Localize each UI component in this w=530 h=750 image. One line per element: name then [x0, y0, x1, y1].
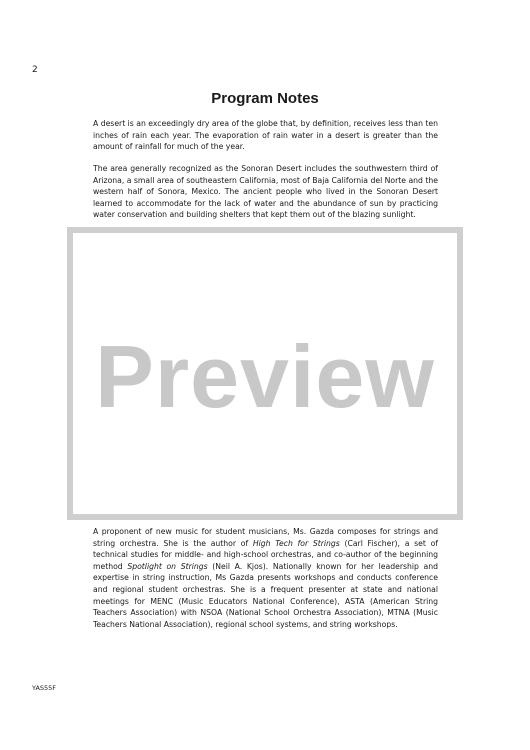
bio-text-part-1: A proponent of new music for student musicians, Ms. Gazda composes for strings and string orchestra. She is the author of: [93, 527, 438, 548]
book-title-spotlight: Spotlight on Strings: [127, 561, 208, 571]
book-title-high-tech: High Tech for Strings: [252, 538, 340, 548]
page-number: 2: [32, 65, 38, 75]
paragraph-desert-definition: A desert is an exceedingly dry area of the globe that, by definition, receives less than ten inches of rain each year. The evaporation of rain water in a desert is greater than the amount of rainfall for much of the year.: [93, 119, 439, 152]
paragraph-sonoran-desert: The area generally recognized as the Sonoran Desert includes the southwestern third of Arizona, a small area of southeastern California, most of Baja California del Norte and the western half of Sonora, Mexico. The ancient people who lived in the Sonoran Desert learned to accommodate for the lack of water and the abundance of sun by practicing water conservation and building shelters that kept them out of the blazing sunlight.: [93, 164, 438, 220]
bio-text-part-3: (Neil A. Kjos). Nationally known for her leadership and expertise in string instruction, Ms Gazda presents workshops and conducts conference and regional student orchestras. She is a frequent presenter at state and national meetings for MENC (Music Educators National Conference), ASTA (American String Teachers Association) with NSOA (National School Orchestra Association), MTNA (Music Teachers National Association), regional school systems, and string workshops.: [93, 561, 438, 629]
paragraph-composer-bio: [93, 526, 438, 630]
page-title: Program Notes: [211, 90, 319, 107]
bio-text-part-2: (Carl Fischer), a set of technical studies for middle- and high-school orchestras, and co-author of the beginning method: [93, 538, 438, 571]
catalog-code: YAS55F: [32, 684, 57, 692]
preview-watermark-box: [67, 227, 463, 520]
preview-watermark-text: Preview: [95, 327, 435, 426]
